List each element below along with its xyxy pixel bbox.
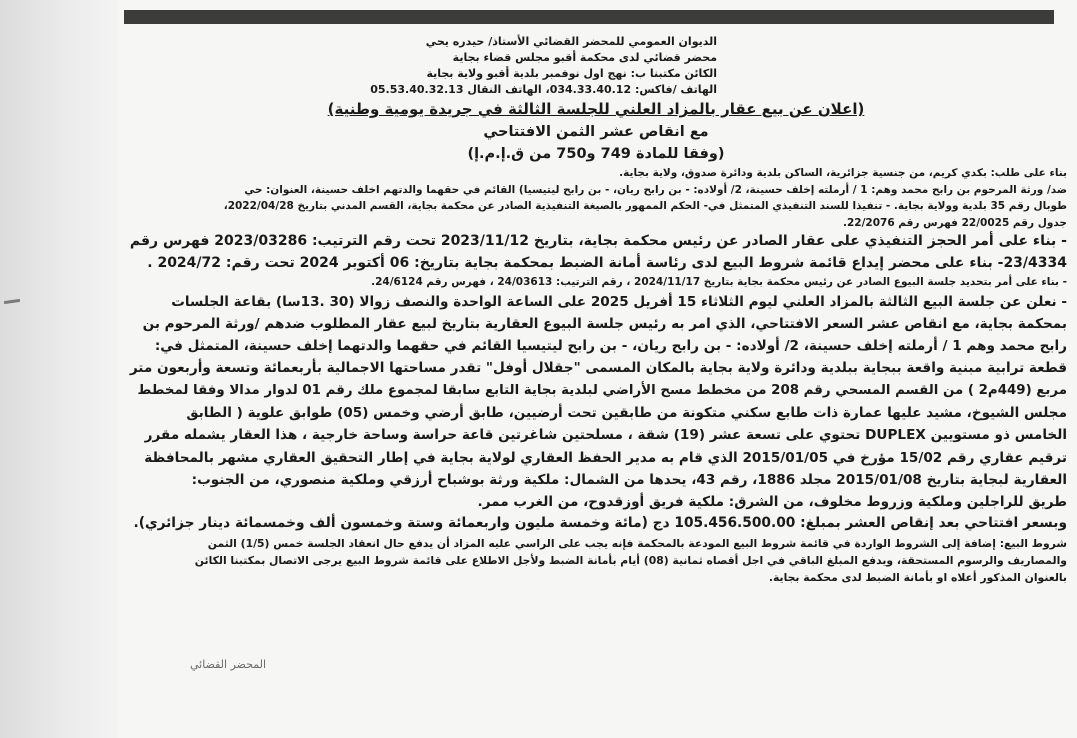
text-line: طريق للراجلين وملكية وزروط مخلوف، من الشرق: ملكية فريق أوزقدوح، من الغرب ممر. <box>477 494 1067 511</box>
text-line: طوبال رقم 35 بلدية وولاية بجاية. - تنفيذا للسند التنفيذي المتمثل في- الحكم الممهور بالصيغة التنفيذية الصادر عن محكمة بجاية، القسم المدني بتاريخ 2022/04/28، <box>223 200 1067 212</box>
text-line: 23/4334- بناء على محضر إيداع قائمة شروط البيع لدى رئاسة أمانة الضبط بمحكمة بجاية بتاريخ: 06 أكتوبر 2024 تحت رقم: 2024/72 . <box>147 254 1067 271</box>
header-line: الديوان العمومي للمحضر القضائي الأستاذ/ حيدره يحي <box>425 35 717 48</box>
text-line: جدول رقم 22/0025 فهرس رقم 22/2076. <box>842 216 1067 229</box>
header-line: الكائن مكتبنا ب: نهج اول نوفمبر بلدية أقبو ولاية بجاية <box>426 67 717 80</box>
text-line: بناء على طلب: بكدي كريم، من جنسية جزائرية، الساكن بلدية ودائرة صدوق، ولاية بجاية. <box>619 167 1067 179</box>
announcement-subtitle: مع انقاص عشر الثمن الافتتاحي <box>483 124 709 140</box>
office-header <box>125 34 1067 98</box>
announcement-title: (اعلان عن بيع عقار بالمزاد العلني للجلسة الثالثة في جريدة يومية وطنية) <box>327 100 865 118</box>
parties-paragraph <box>125 165 1067 231</box>
text-line: قطعة ترابية مبنية واقعة ببجاية ببلدية ودائرة ولاية بجاية بالمكان المسمى "جقلال أوفل" تقدر مساحتها الاجمالية بأربعمائة وتسعة وأربعون متر <box>129 360 1067 377</box>
text-line: ضد/ ورثة المرحوم بن رابح محمد وهم: 1 / أرملته إخلف حسينة، 2/ أولاده: - بن رابح ريان، - بن رابح ليتيسيا) القائم في حقهما والدتهم اخلف حسينة، العنوان: حي <box>244 183 1067 196</box>
text-line: بمحكمة بجاية، مع انقاص عشر السعر الافتتاحي، الذي امر به رئيس جلسة البيوع العقارية بتاريخ لبيع عقار المطلوب ضدهم /ورثة المرحوم بن <box>142 315 1067 332</box>
text-line: الخامس ذو مستويين DUPLEX تحتوي على تسعة عشر (19) شقة ، مسلحتين شاغرتين قاعة حراسة وساحة خارجية ، هذا العقار يشمله مقرر <box>144 427 1067 444</box>
text-line: رابح محمد وهم 1 / أرملته إخلف حسينة، 2/ أولاده: - بن رابح ريان، - بن رابح ليتيسيا القائم في حقهما والدتهما إخلف حسينة، المتمثل في: <box>154 338 1067 355</box>
session-order-line: - بناء على أمر بتحديد جلسة البيوع الصادر عن رئيس محكمة بجاية بتاريخ 2024/11/17 ، رقم الترتيب: 24/03613 ، فهرس رقم 24/6124. <box>371 276 1067 288</box>
scan-margin <box>0 0 118 738</box>
sale-conditions <box>125 535 1067 586</box>
announcement <box>125 34 1067 586</box>
text-line: - بناء على أمر الحجز التنفيذي على عقار الصادر عن رئيس محكمة بجاية، بتاريخ 2023/11/12 تحت رقم الترتيب: 2023/03286 فهرس رقم <box>129 233 1067 249</box>
text-line: شروط البيع: إضافة إلى الشروط الواردة في قائمة شروط البيع المودعة بالمحكمة فإنه يجب على الراسي عليه المزاد أن يدفع حال انعقاد الجلسة خمس (1/5) الثمن <box>207 536 1067 550</box>
scan-top-bar <box>124 10 1054 24</box>
header-line: محضر قضائي لدى محكمة أقبو مجلس قضاء بجاية <box>452 51 717 64</box>
seizure-paragraph <box>125 231 1067 274</box>
text-line: بالعنوان المذكور أعلاه او بأمانة الضبط لدى محكمة بجاية. <box>768 570 1067 584</box>
text-line: ترقيم عقاري رقم 15/02 مؤرخ في 2015/01/05 الذي قام به مدير الحفظ العقاري لولاية بجاية في إطار التحقيق العقاري مشهر بالمحافظة <box>144 449 1067 466</box>
text-line: العقارية لبجاية بتاريخ 2015/01/08 مجلد 1886، رقم 43، يحدها من الشمال: ملكية ورثة بوشباح أرزقي وملكية منصوري، من الجنوب: <box>191 471 1067 488</box>
text-line: مربع (449م2 ) من القسم المسحي رقم 208 من مخطط مسح الأراضي لبلدية بجاية التابع سابقا لمجموع ملك رقم 01 لدوار مدالا وفقا لمخطط <box>137 382 1067 398</box>
sale-paragraph <box>125 291 1067 514</box>
text-line: والمصاريف والرسوم المستحقة، ويدفع المبلغ الباقي في اجل أقصاه ثمانية (08) أيام بأمانة الضبط ولأجل الاطلاع على قائمة شروط البيع يرجى الاتصال بمكتبنا الكائن <box>194 553 1067 567</box>
opening-price-line: وبسعر افتتاحي بعد إنقاص العشر بمبلغ: 105.456.500.00 دج (مائة وخمسة مليون واربعمائة وستة وخمسون ألف وخمسمائة دينار جزائري). <box>133 515 1067 532</box>
text-line: - نعلن عن جلسة البيع الثالثة بالمزاد العلني ليوم الثلاثاء 15 أفريل 2025 على الساعة الواحدة والنصف زوالا (30 .13سا) بقاعة الجلسات <box>171 293 1067 310</box>
legal-reference: (وفقا للمادة 749 و750 من ق.إ.م.إ) <box>467 146 725 162</box>
text-line: مجلس الشيوخ، مشيد عليها عمارة ذات طابع سكني متكونة من طابقين تحت أرضيين، طابق أرضي وخمس (05) طوابق علوية ( الطابق <box>186 404 1067 421</box>
header-contact: الهاتف /فاكس: 034.33.40.12، الهاتف النقال 05.53.40.32.13 <box>370 83 717 96</box>
signature-label: المحضر القضائي <box>190 658 267 671</box>
